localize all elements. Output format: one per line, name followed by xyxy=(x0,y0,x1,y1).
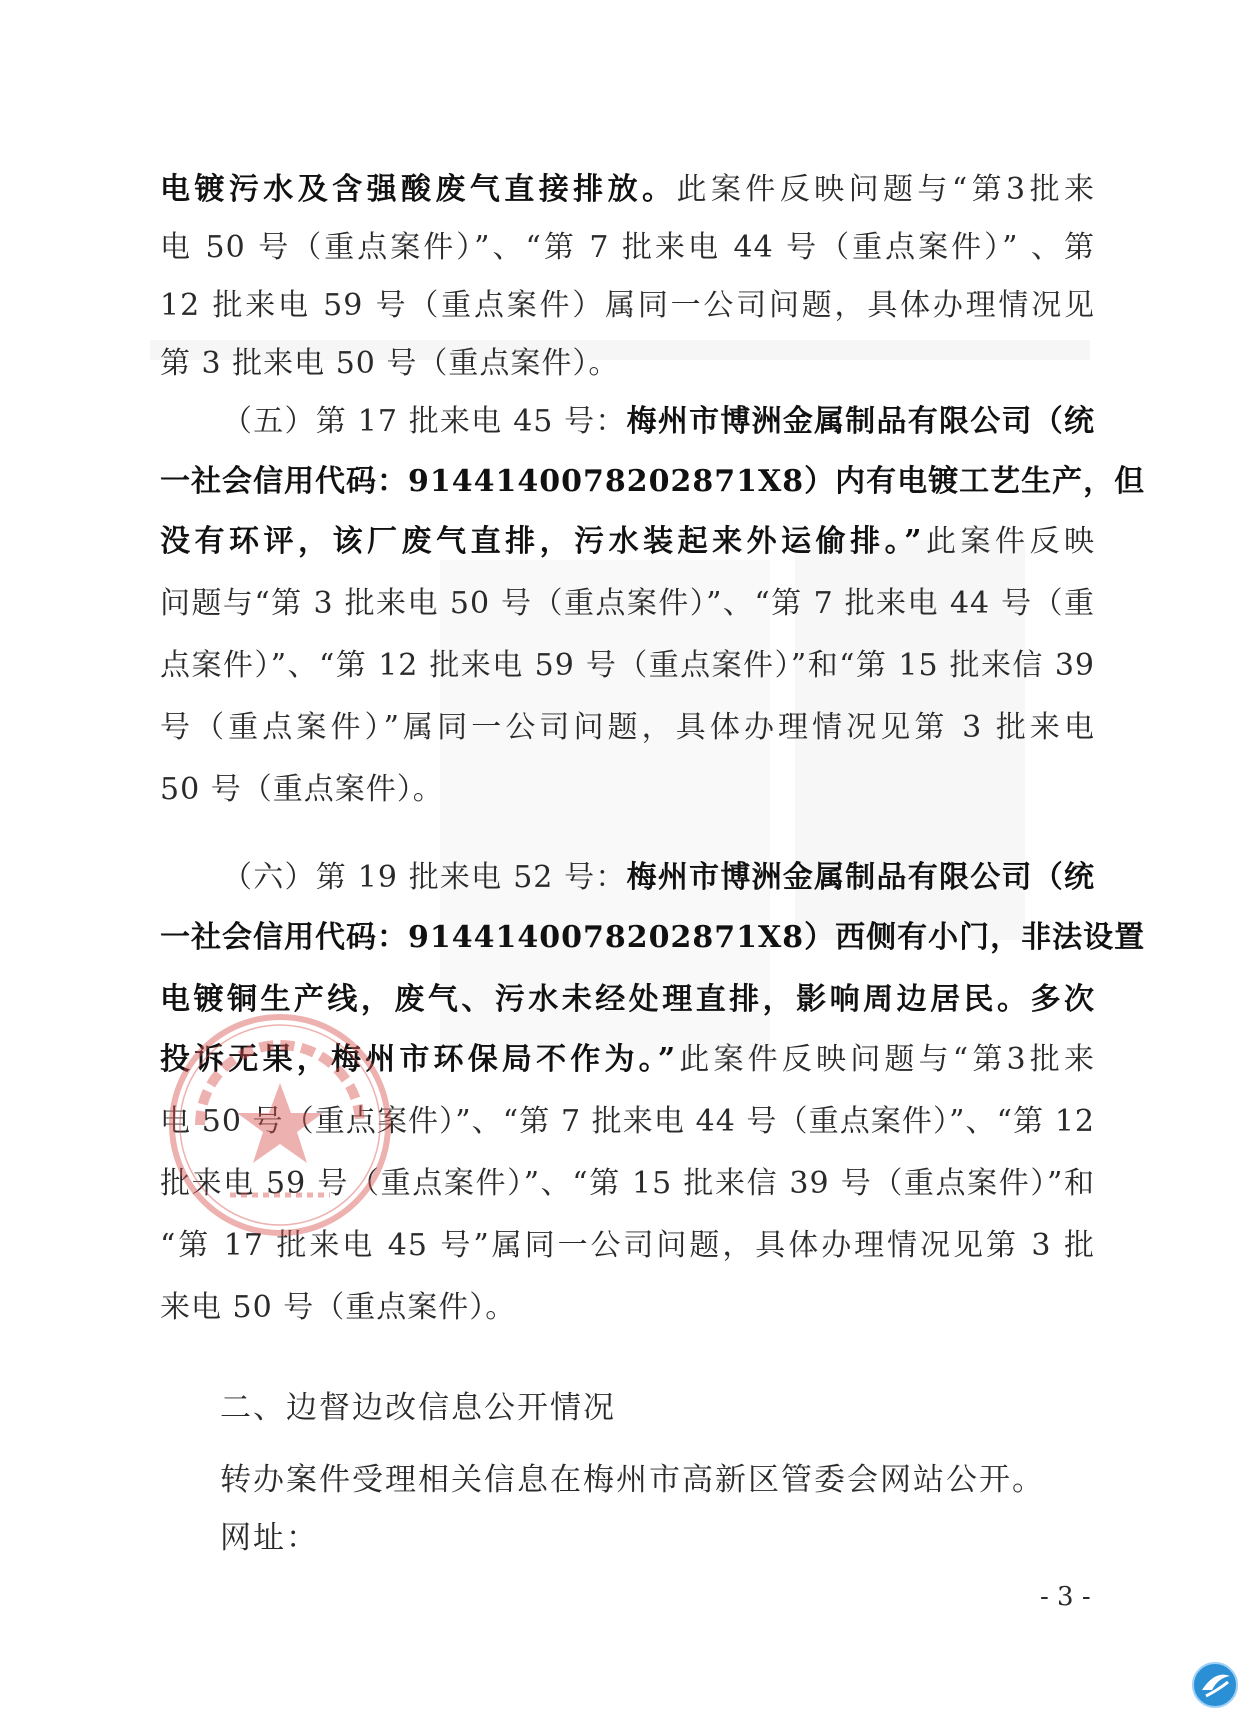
text-span: 此案件反映问题与“第3批来 xyxy=(676,1042,1095,1077)
text-line-1 xyxy=(160,170,1095,210)
bold-text: 没有环评，该厂废气直排，污水装起来外运偷排。” xyxy=(160,524,923,559)
bold-text: 梅州市博洲金属制品有限公司（统 xyxy=(626,404,1095,439)
text-line-13: 一社会信用代码：9144140078202871X8）西侧有小门，非法设置 xyxy=(160,920,1146,955)
text-span: 此案件反映 xyxy=(922,524,1095,559)
site-logo-icon xyxy=(1190,1660,1240,1710)
page-number: - 3 - xyxy=(1040,1582,1091,1612)
text-line-19: 来电 50 号（重点案件）。 xyxy=(160,1290,517,1325)
text-line-16: 电 50 号（重点案件）”、“第 7 批来电 44 号（重点案件）”、“第 12 xyxy=(160,1104,1095,1139)
text-line-9: 点案件）”、“第 12 批来电 59 号（重点案件）”和“第 15 批来信 39 xyxy=(160,648,1095,683)
paragraph-text: 转办案件受理相关信息在梅州市高新区管委会网站公开。 xyxy=(220,1462,1045,1498)
section-heading: 二、边督边改信息公开情况 xyxy=(220,1390,616,1426)
text-line-14: 电镀铜生产线，废气、污水未经处理直排，影响周边居民。多次 xyxy=(160,982,1095,1017)
text-line-5 xyxy=(222,402,1095,442)
text-line-8: 问题与“第 3 批来电 50 号（重点案件）”、“第 7 批来电 44 号（重 xyxy=(160,586,1095,621)
url-label: 网址： xyxy=(220,1520,319,1556)
bold-text: 电镀污水及含强酸废气直接排放。 xyxy=(160,172,677,207)
text-line-12 xyxy=(222,858,1095,898)
bold-text: 投诉无果，梅州市环保局不作为。” xyxy=(160,1042,677,1077)
text-line-2: 电 50 号（重点案件）”、“第 7 批来电 44 号（重点案件）” 、第 xyxy=(160,230,1095,265)
item-number: （六）第 19 批来电 52 号： xyxy=(222,860,627,895)
text-line-3: 12 批来电 59 号（重点案件）属同一公司问题，具体办理情况见 xyxy=(160,288,1095,323)
text-line-10: 号（重点案件）”属同一公司问题，具体办理情况见第 3 批来电 xyxy=(160,710,1095,745)
official-seal-icon xyxy=(160,1005,400,1245)
text-span: 此案件反映问题与“第3批来 xyxy=(676,172,1095,207)
text-line-11: 50 号（重点案件）。 xyxy=(160,772,444,807)
bold-text: 梅州市博洲金属制品有限公司（统 xyxy=(626,860,1095,895)
text-line-4: 第 3 批来电 50 号（重点案件）。 xyxy=(160,346,620,381)
text-line-18: “第 17 批来电 45 号”属同一公司问题，具体办理情况见第 3 批 xyxy=(160,1228,1095,1263)
text-line-17: 批来电 59 号（重点案件）”、“第 15 批来信 39 号（重点案件）”和 xyxy=(160,1166,1095,1201)
text-line-6: 一社会信用代码：9144140078202871X8）内有电镀工艺生产，但 xyxy=(160,464,1146,499)
item-number: （五）第 17 批来电 45 号： xyxy=(222,404,627,439)
text-line-7 xyxy=(160,522,1095,562)
